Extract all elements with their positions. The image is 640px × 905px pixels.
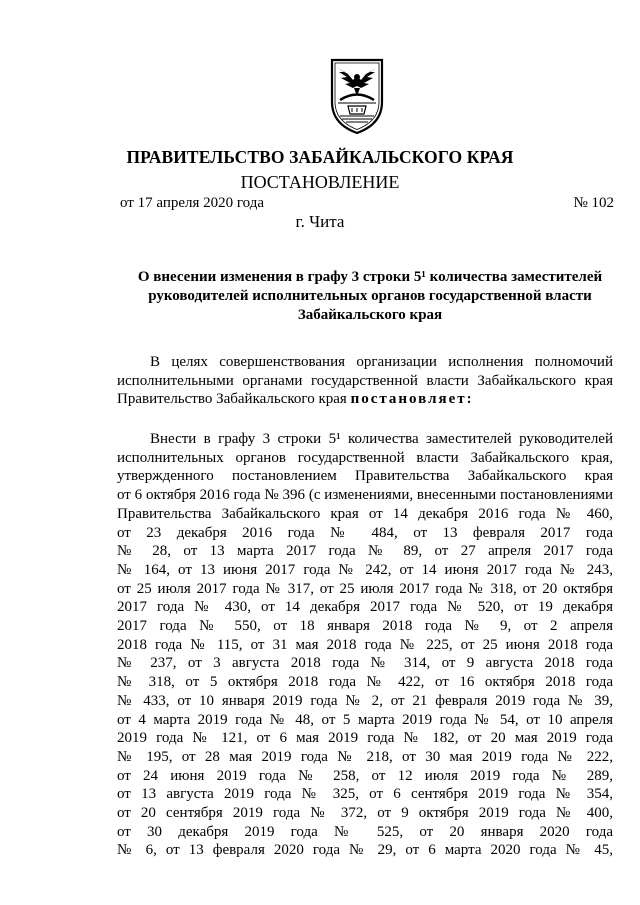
paragraph-line: от 20 сентября 2019 года № 372, от 9 октября 2019 года № 400,	[117, 805, 613, 822]
paragraph-line: от 24 июня 2019 года № 258, от 12 июля 2019 года № 289,	[117, 767, 613, 784]
resolution-paragraph	[117, 430, 613, 860]
coat-of-arms-icon	[328, 56, 386, 136]
document-title	[120, 268, 620, 325]
paragraph-line: Правительства Забайкальского края от 14 декабря 2016 года № 460,	[117, 505, 613, 522]
paragraph-line	[117, 390, 613, 409]
paragraph-line: от 13 августа 2019 года № 325, от 6 сентября 2019 года № 354,	[117, 786, 613, 803]
paragraph-line: В целях совершенствования организации исполнения полномочий	[150, 354, 613, 370]
paragraph-line: № 28, от 13 марта 2017 года № 89, от 27 апреля 2017 года	[117, 543, 613, 560]
paragraph-line: № 237, от 3 августа 2018 года № 314, от 9 августа 2018 года	[117, 655, 613, 672]
paragraph-line: от 30 декабря 2019 года № 525, от 20 января 2020 года	[117, 823, 613, 840]
paragraph-line: 2018 года № 115, от 31 мая 2018 года № 225, от 25 июня 2018 года	[117, 636, 613, 653]
paragraph-line: утвержденного постановлением Правительства Забайкальского края	[117, 468, 613, 485]
paragraph-line: Внести в графу 3 строки 5¹ количества заместителей руководителей	[150, 431, 613, 447]
government-heading: ПРАВИТЕЛЬСТВО ЗАБАЙКАЛЬСКОГО КРАЯ	[126, 147, 514, 167]
document-number: № 102	[573, 195, 614, 211]
paragraph-line: № 195, от 28 мая 2019 года № 218, от 30 мая 2019 года № 222,	[117, 748, 613, 765]
paragraph-line: № 164, от 13 июня 2017 года № 242, от 14 июня 2017 года № 243,	[117, 561, 613, 578]
resolution-keyword: постановляет:	[350, 391, 474, 408]
title-line: Забайкальского края	[297, 307, 443, 323]
document-date: от 17 апреля 2020 года	[120, 195, 265, 211]
paragraph-line: № 6, от 13 февраля 2020 года № 29, от 6 марта 2020 года № 45,	[117, 842, 613, 859]
title-line: О внесении изменения в графу 3 строки 5¹ количества заместителей	[137, 269, 603, 285]
paragraph-line: от 23 декабря 2016 года № 484, от 13 февраля 2017 года	[117, 524, 613, 541]
paragraph-line: 2019 года № 121, от 6 мая 2019 года № 182, от 20 мая 2019 года	[117, 730, 613, 747]
paragraph-line: исполнительными органами государственной власти Забайкальского края	[117, 372, 613, 389]
document-city: г. Чита	[295, 212, 345, 231]
preamble-paragraph	[117, 353, 613, 409]
title-line: руководителей исполнительных органов государственной власти	[148, 288, 592, 304]
paragraph-line: от 4 марта 2019 года № 48, от 5 марта 2019 года № 54, от 10 апреля	[117, 711, 613, 728]
paragraph-line: от 6 октября 2016 года № 396 (с изменениями, внесенными постановлениями	[117, 487, 613, 504]
document-type: ПОСТАНОВЛЕНИЕ	[240, 172, 400, 192]
paragraph-line: 2017 года № 430, от 14 декабря 2017 года № 520, от 19 декабря	[117, 599, 613, 616]
paragraph-line: № 433, от 10 января 2019 года № 2, от 21 февраля 2019 года № 39,	[117, 692, 613, 709]
paragraph-line: от 25 июля 2017 года № 317, от 25 июля 2017 года № 318, от 20 октября	[117, 580, 613, 597]
paragraph-line: исполнительных органов государственной власти Забайкальского края,	[117, 449, 613, 466]
paragraph-line: № 318, от 5 октября 2018 года № 422, от 16 октября 2018 года	[117, 674, 613, 691]
paragraph-text: Правительство Забайкальского края	[117, 391, 347, 408]
paragraph-line: 2017 года № 550, от 18 января 2018 года № 9, от 2 апреля	[117, 618, 613, 635]
